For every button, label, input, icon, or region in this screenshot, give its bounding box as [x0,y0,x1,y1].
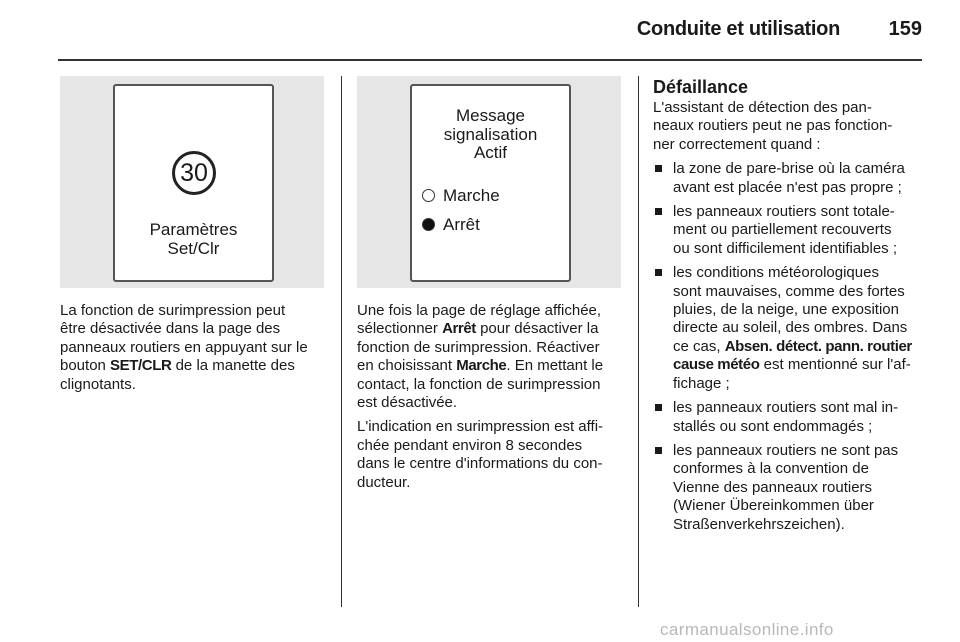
text-span: pour désactiver la [475,320,599,338]
header-divider [58,59,922,61]
text-span: de la manette des [171,357,295,375]
intro-paragraph [653,99,925,154]
list-item [653,442,925,534]
radio-empty-icon [422,189,435,202]
bullet-square-icon [655,447,662,454]
page-header-title: Conduite et utilisation [636,18,840,40]
column2-paragraphs [357,302,635,498]
column-divider-left [341,76,342,607]
display-title-message: Message [456,106,525,125]
text-line: L'indication en surimpression est affi- [357,418,604,436]
setclr-term: SET/CLR [110,357,172,375]
text-span: sélectionner [357,320,443,338]
bullet-square-icon [655,208,662,215]
text-line: est désactivée. [357,394,458,412]
text-line: ducteur. [357,473,411,491]
text-line: fichage ; [673,374,730,392]
text-line: L'assistant de détection des pan- [653,99,872,116]
text-line: ment ou partiellement recouverts [673,221,892,239]
text-line: sont mauvaises, comme des fortes [673,282,905,300]
column1-paragraph [60,302,336,394]
text-line [357,357,635,375]
paragraph [357,418,635,492]
display-title-signalisation: signalisation [443,125,538,144]
list-item [653,264,925,393]
bullet-square-icon [655,165,662,172]
text-span: . En mettant le [506,357,604,375]
speed-limit-sign-icon: 30 [172,151,216,195]
option-marche [422,186,500,206]
display-screen [113,84,274,282]
text-line: conformes à la convention de [673,460,869,478]
failure-list [653,160,925,534]
text-span: est mentionné sur l'af- [759,356,911,374]
text-line: dans le centre d'informations du con- [357,455,603,473]
text-line [673,338,925,356]
display-title-actif: Actif [473,143,508,162]
text-line: ner correctement quand : [653,135,821,153]
display-screen [410,84,571,282]
text-span: en choisissant [357,357,457,375]
list-item [653,399,925,436]
list-item [653,160,925,197]
display-label-parametres: Paramètres [149,220,238,239]
message-term: cause météo [673,356,760,374]
text-line: (Wiener Übereinkommen über [673,497,874,515]
section-heading: Défaillance [653,77,749,97]
text-line [673,356,925,374]
message-term: Absen. détect. pann. routier [724,337,912,355]
text-line: les panneaux routiers sont mal in- [673,399,899,417]
bullet-square-icon [655,404,662,411]
figure-settings-display [60,76,324,288]
text-line: panneaux routiers en appuyant sur le [60,338,308,356]
text-line: chée pendant environ 8 secondes [357,436,583,454]
option-arret-label: Arrêt [443,215,480,234]
marche-term: Marche [456,357,507,375]
text-line: La fonction de surimpression peut [60,302,286,319]
text-line: les conditions météorologiques [673,264,879,282]
option-arret [422,215,480,235]
text-line: Straßenverkehrszeichen). [673,515,845,533]
text-line: Une fois la page de réglage affichée, [357,302,602,319]
figure-message-display [357,76,621,288]
text-line: être désactivée dans la page des [60,320,281,338]
text-line: fonction de surimpression. Réactiver [357,338,600,356]
text-line: les panneaux routiers sont totale- [673,203,895,221]
page-number: 159 [888,18,922,40]
text-span: bouton [60,357,111,375]
radio-selected-icon [422,218,435,231]
text-line: clignotants. [60,375,136,393]
text-line: avant est placée n'est pas propre ; [673,178,902,196]
option-marche-label: Marche [443,186,500,205]
watermark: carmanualsonline.info [660,620,834,639]
column3-content [653,99,925,540]
text-line: la zone de pare-brise où la caméra [673,160,905,178]
arret-term: Arrêt [442,320,476,338]
text-line: les panneaux routiers ne sont pas [673,441,899,459]
text-span: ce cas, [673,337,725,355]
column-divider-right [638,76,639,607]
text-line: contact, la fonction de surimpression [357,375,601,393]
text-line: stallés ou sont endommagés ; [673,417,873,435]
list-item [653,203,925,258]
text-line [357,320,635,338]
text-line: neaux routiers peut ne pas fonction- [653,117,893,135]
display-label-setclr: Set/Clr [167,239,220,258]
text-line: pluies, de la neige, une exposition [673,301,899,319]
text-line [60,357,336,375]
text-line: directe au soleil, des ombres. Dans [673,319,908,337]
text-line: ou sont difficilement identifiables ; [673,239,898,257]
text-line: Vienne des panneaux routiers [673,478,873,496]
bullet-square-icon [655,269,662,276]
paragraph [357,302,635,412]
